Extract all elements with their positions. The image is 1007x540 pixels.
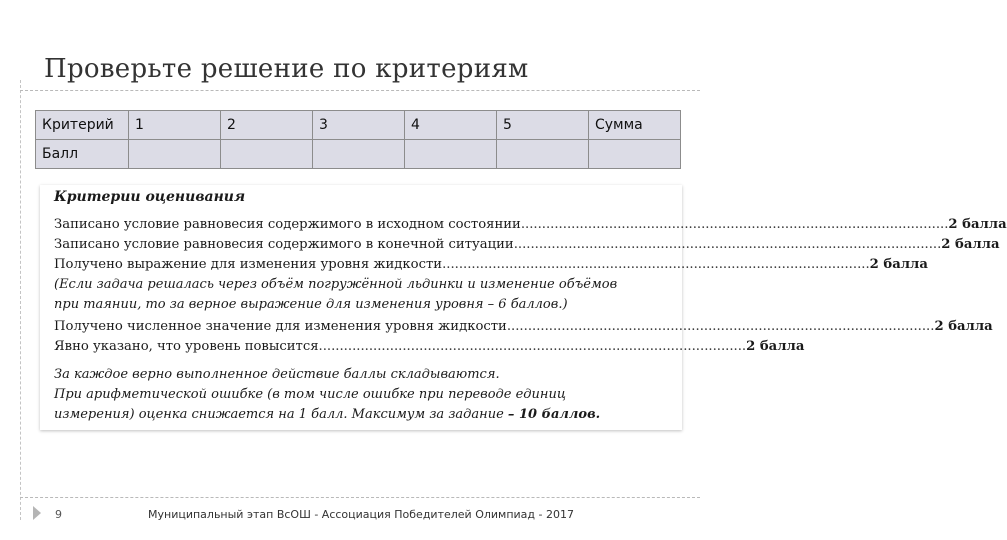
criteria-score-table (35, 110, 681, 169)
criterion-note-line: (Если задача решалась через объём погружённой льдинки и изменение объёмов (54, 277, 618, 292)
criterion-points: 2 балла (869, 257, 928, 272)
leader-dots: ...................................................................................................... (520, 217, 949, 232)
footer-text: Муниципальный этап ВсОШ - Ассоциация Победителей Олимпиад - 2017 (148, 508, 574, 521)
criterion-points: 2 балла (746, 339, 805, 354)
criterion-line (54, 235, 1000, 254)
table-header-cell: Критерий (36, 111, 129, 140)
table-cell (589, 140, 681, 169)
criterion-text: Явно указано, что уровень повысится (54, 339, 319, 354)
criterion-line (54, 215, 1007, 234)
chevron-right-icon (33, 506, 41, 520)
table-cell (405, 140, 497, 169)
table-cell (497, 140, 589, 169)
table-header-cell: 4 (405, 111, 497, 140)
left-guide-line (20, 80, 21, 520)
criteria-document (40, 185, 1007, 430)
page-number: 9 (55, 508, 62, 521)
leader-dots: ...................................................................................................... (318, 339, 747, 354)
table-header-row (36, 111, 681, 140)
table-header-cell: 3 (313, 111, 405, 140)
summary-line (54, 405, 672, 424)
criterion-points: 2 балла (948, 217, 1007, 232)
footer-divider (20, 497, 700, 498)
table-header-cell: 2 (221, 111, 313, 140)
criterion-note-line: при таянии, то за верное выражение для изменения уровня – 6 баллов.) (54, 297, 568, 312)
leader-dots: ...................................................................................................... (442, 257, 870, 272)
table-row (36, 140, 681, 169)
slide-title: Проверьте решение по критериям (44, 54, 529, 84)
table-header-cell: Сумма (589, 111, 681, 140)
criterion-text: Записано условие равновесия содержимого в конечной ситуации (54, 237, 514, 252)
criterion-line (54, 337, 805, 356)
summary-line: За каждое верно выполненное действие баллы складываются. (54, 367, 500, 382)
title-divider (20, 90, 700, 91)
table-header-cell: 5 (497, 111, 589, 140)
criterion-points: 2 балла (941, 237, 1000, 252)
criterion-line (54, 317, 993, 336)
criterion-text: Получено численное значение для изменения уровня жидкости (54, 319, 507, 334)
max-score: – 10 баллов. (507, 407, 601, 422)
table-cell (221, 140, 313, 169)
criterion-points: 2 балла (934, 319, 993, 334)
summary-line: При арифметической ошибке (в том числе ошибке при переводе единиц (54, 387, 566, 402)
criterion-text: Получено выражение для изменения уровня жидкости (54, 257, 443, 272)
summary-text: измерения) оценка снижается на 1 балл. Максимум за задание (54, 407, 504, 422)
criterion-text: Записано условие равновесия содержимого в исходном состоянии (54, 217, 521, 232)
criterion-line (54, 255, 928, 274)
table-cell: Балл (36, 140, 129, 169)
table-cell (129, 140, 221, 169)
criteria-heading: Критерии оценивания (54, 189, 246, 205)
table-cell (313, 140, 405, 169)
leader-dots: ...................................................................................................... (506, 319, 935, 334)
leader-dots: ...................................................................................................... (513, 237, 942, 252)
table-header-cell: 1 (129, 111, 221, 140)
